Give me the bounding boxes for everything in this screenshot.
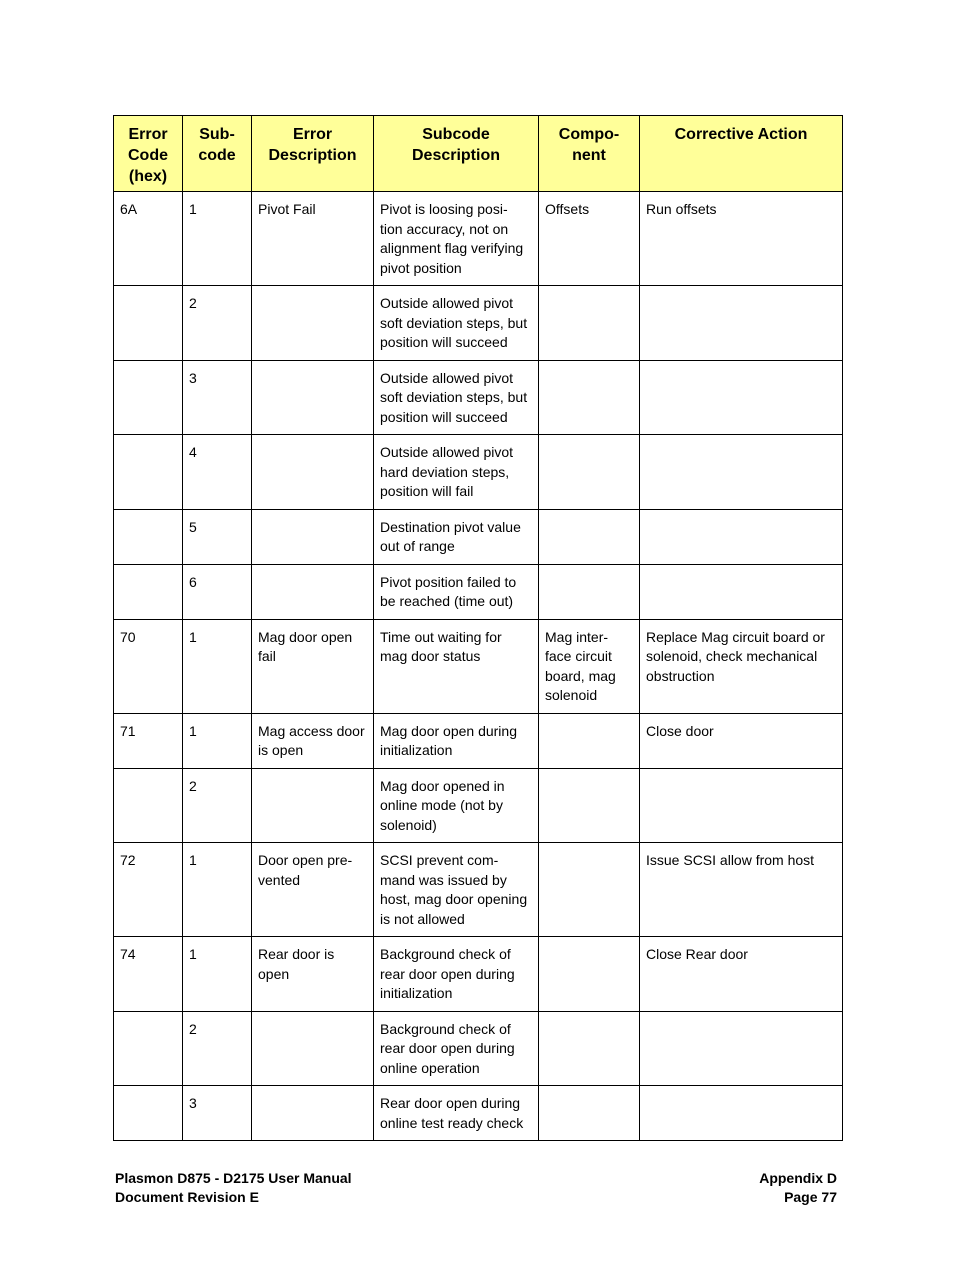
table-row [114, 564, 843, 619]
cell-corrective-action [640, 768, 843, 843]
cell-subcode: 1 [183, 843, 252, 937]
cell-subcode-description: Mag door opened in online mode (not by solenoid) [374, 768, 539, 843]
cell-subcode-description: Outside allowed pivot soft deviation steps, but position will succeed [374, 286, 539, 361]
cell-error-description [252, 360, 374, 435]
cell-corrective-action [640, 360, 843, 435]
cell-subcode: 4 [183, 435, 252, 510]
table-row [114, 435, 843, 510]
cell-error-description [252, 286, 374, 361]
table-header-row [114, 116, 843, 192]
cell-component [539, 843, 640, 937]
cell-subcode-description: SCSI prevent com- mand was issued by host, mag door opening is not allowed [374, 843, 539, 937]
cell-corrective-action: Replace Mag circuit board or solenoid, check mechanical obstruction [640, 619, 843, 713]
cell-subcode: 2 [183, 286, 252, 361]
error-code-table [113, 115, 843, 1141]
table-row [114, 1086, 843, 1141]
cell-subcode: 3 [183, 360, 252, 435]
cell-subcode-description: Rear door open during online test ready check [374, 1086, 539, 1141]
cell-component [539, 937, 640, 1012]
header-subcode: Sub- code [183, 116, 252, 192]
cell-component [539, 360, 640, 435]
cell-component: Mag inter- face circuit board, mag solenoid [539, 619, 640, 713]
cell-subcode-description: Background check of rear door open during initialization [374, 937, 539, 1012]
cell-component [539, 564, 640, 619]
cell-error-code [114, 509, 183, 564]
table-row [114, 843, 843, 937]
cell-error-description: Pivot Fail [252, 192, 374, 286]
cell-subcode: 1 [183, 192, 252, 286]
table-body [114, 192, 843, 1141]
header-error-description: Error Description [252, 116, 374, 192]
cell-error-code [114, 360, 183, 435]
cell-error-code: 70 [114, 619, 183, 713]
cell-component [539, 435, 640, 510]
cell-subcode-description: Pivot is loosing posi- tion accuracy, not on alignment flag verifying pivot position [374, 192, 539, 286]
cell-subcode: 1 [183, 713, 252, 768]
cell-subcode: 2 [183, 768, 252, 843]
header-component: Compo- nent [539, 116, 640, 192]
header-corrective-action: Corrective Action [640, 116, 843, 192]
cell-error-code: 6A [114, 192, 183, 286]
cell-error-description: Rear door is open [252, 937, 374, 1012]
cell-component [539, 286, 640, 361]
document-revision: Document Revision E [115, 1189, 259, 1205]
table-row [114, 286, 843, 361]
cell-error-code: 72 [114, 843, 183, 937]
cell-component [539, 509, 640, 564]
cell-error-code [114, 1086, 183, 1141]
cell-component [539, 713, 640, 768]
cell-subcode-description: Destination pivot value out of range [374, 509, 539, 564]
table-row [114, 192, 843, 286]
cell-error-description: Door open pre- vented [252, 843, 374, 937]
footer-left [115, 1169, 352, 1207]
cell-subcode: 3 [183, 1086, 252, 1141]
cell-subcode-description: Outside allowed pivot soft deviation steps, but position will succeed [374, 360, 539, 435]
cell-error-code [114, 435, 183, 510]
header-subcode-description: Subcode Description [374, 116, 539, 192]
cell-corrective-action [640, 564, 843, 619]
cell-component [539, 768, 640, 843]
cell-component: Offsets [539, 192, 640, 286]
page-number: Page 77 [784, 1189, 837, 1205]
cell-subcode: 2 [183, 1011, 252, 1086]
cell-corrective-action [640, 1011, 843, 1086]
cell-error-code [114, 768, 183, 843]
table-row [114, 713, 843, 768]
cell-subcode: 1 [183, 619, 252, 713]
cell-corrective-action [640, 1086, 843, 1141]
cell-error-description [252, 509, 374, 564]
cell-corrective-action: Run offsets [640, 192, 843, 286]
table-row [114, 1011, 843, 1086]
cell-subcode-description: Time out waiting for mag door status [374, 619, 539, 713]
cell-corrective-action [640, 286, 843, 361]
appendix-label: Appendix D [759, 1170, 837, 1186]
table-row [114, 937, 843, 1012]
cell-subcode-description: Mag door open during initialization [374, 713, 539, 768]
cell-error-description: Mag access door is open [252, 713, 374, 768]
header-error-code: Error Code (hex) [114, 116, 183, 192]
cell-error-code: 71 [114, 713, 183, 768]
cell-error-description: Mag door open fail [252, 619, 374, 713]
cell-subcode-description: Outside allowed pivot hard deviation steps, position will fail [374, 435, 539, 510]
cell-error-description [252, 435, 374, 510]
cell-error-description [252, 564, 374, 619]
table-row [114, 360, 843, 435]
cell-error-description [252, 1086, 374, 1141]
cell-error-code [114, 564, 183, 619]
table-row [114, 619, 843, 713]
cell-component [539, 1086, 640, 1141]
cell-error-code [114, 286, 183, 361]
manual-title: Plasmon D875 - D2175 User Manual [115, 1170, 352, 1186]
cell-error-description [252, 1011, 374, 1086]
cell-error-description [252, 768, 374, 843]
cell-corrective-action: Close Rear door [640, 937, 843, 1012]
cell-subcode-description: Background check of rear door open during online operation [374, 1011, 539, 1086]
cell-subcode: 5 [183, 509, 252, 564]
cell-subcode-description: Pivot position failed to be reached (time out) [374, 564, 539, 619]
cell-subcode: 1 [183, 937, 252, 1012]
cell-corrective-action [640, 435, 843, 510]
table-row [114, 768, 843, 843]
cell-error-code: 74 [114, 937, 183, 1012]
cell-corrective-action [640, 509, 843, 564]
table-row [114, 509, 843, 564]
cell-corrective-action: Issue SCSI allow from host [640, 843, 843, 937]
footer-right [759, 1169, 837, 1207]
cell-corrective-action: Close door [640, 713, 843, 768]
cell-subcode: 6 [183, 564, 252, 619]
cell-error-code [114, 1011, 183, 1086]
cell-component [539, 1011, 640, 1086]
